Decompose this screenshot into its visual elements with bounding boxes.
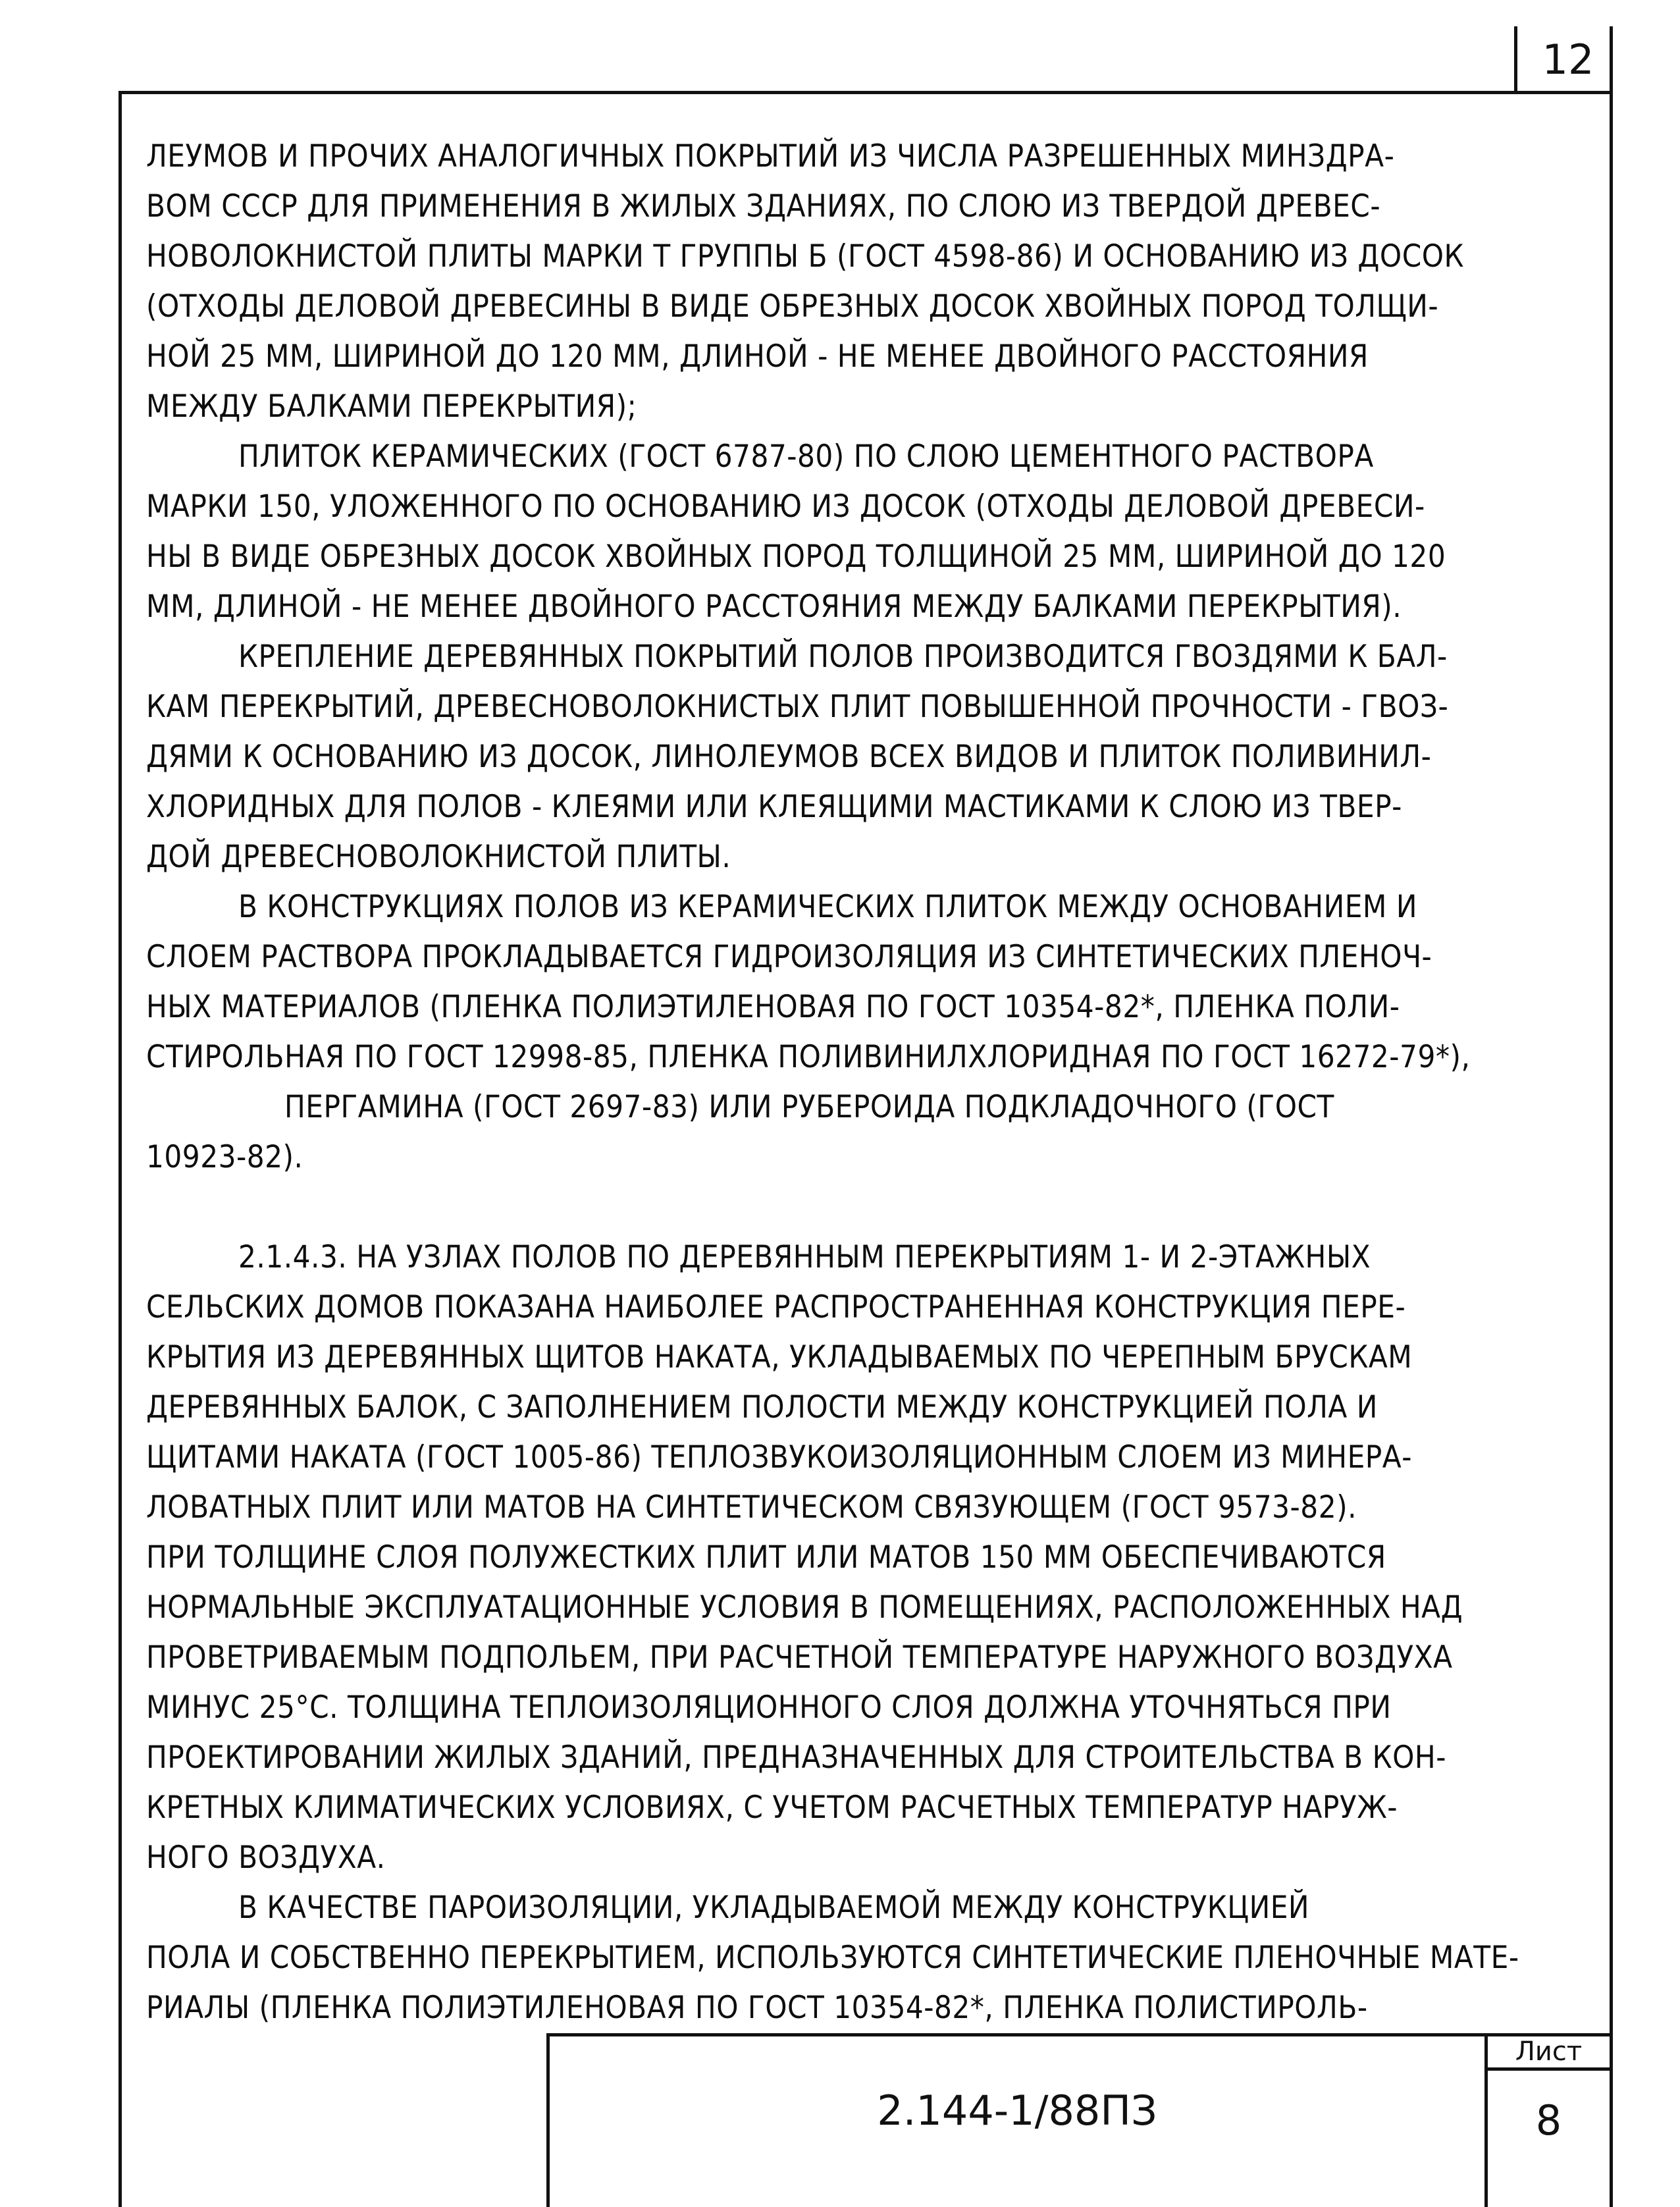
text-line: НОВОЛОКНИСТОЙ ПЛИТЫ МАРКИ Т ГРУППЫ Б (ГОСТ 4598-86) И ОСНОВАНИЮ ИЗ ДОСОК [146,238,1465,275]
text-line: ДЕРЕВЯННЫХ БАЛОК, С ЗАПОЛНЕНИЕМ ПОЛОСТИ МЕЖДУ КОНСТРУКЦИЕЙ ПОЛА И [146,1389,1378,1425]
text-line: ЛЕУМОВ И ПРОЧИХ АНАЛОГИЧНЫХ ПОКРЫТИЙ ИЗ ЧИСЛА РАЗРЕШЕННЫХ МИНЗДРА- [146,138,1395,174]
text-line: СТИРОЛЬНАЯ ПО ГОСТ 12998-85, ПЛЕНКА ПОЛИВИНИЛХЛОРИДНАЯ ПО ГОСТ 16272-79*), [146,1039,1471,1075]
text-line: КРЕПЛЕНИЕ ДЕРЕВЯННЫХ ПОКРЫТИЙ ПОЛОВ ПРОИЗВОДИТСЯ ГВОЗДЯМИ К БАЛ- [238,639,1448,675]
text-line: НЫ В ВИДЕ ОБРЕЗНЫХ ДОСОК ХВОЙНЫХ ПОРОД ТОЛЩИНОЙ 25 ММ, ШИРИНОЙ ДО 120 [146,539,1446,575]
text-line: ВОМ СССР ДЛЯ ПРИМЕНЕНИЯ В ЖИЛЫХ ЗДАНИЯХ, ПО СЛОЮ ИЗ ТВЕРДОЙ ДРЕВЕС- [146,188,1381,225]
text-line: ПРИ ТОЛЩИНЕ СЛОЯ ПОЛУЖЕСТКИХ ПЛИТ ИЛИ МАТОВ 150 ММ ОБЕСПЕЧИВАЮТСЯ [146,1539,1386,1576]
text-line: ММ, ДЛИНОЙ - НЕ МЕНЕЕ ДВОЙНОГО РАССТОЯНИЯ МЕЖДУ БАЛКАМИ ПЕРЕКРЫТИЯ). [146,589,1402,625]
text-line: ХЛОРИДНЫХ ДЛЯ ПОЛОВ - КЛЕЯМИ ИЛИ КЛЕЯЩИМИ МАСТИКАМИ К СЛОЮ ИЗ ТВЕР- [146,789,1402,825]
text-line: ДЯМИ К ОСНОВАНИЮ ИЗ ДОСОК, ЛИНОЛЕУМОВ ВСЕХ ВИДОВ И ПЛИТОК ПОЛИВИНИЛ- [146,739,1432,775]
text-line: 2.1.4.3. НА УЗЛАХ ПОЛОВ ПО ДЕРЕВЯННЫМ ПЕРЕКРЫТИЯМ 1- И 2-ЭТАЖНЫХ [238,1239,1371,1275]
body-text [146,132,1542,2033]
text-line: ПРОВЕТРИВАЕМЫМ ПОДПОЛЬЕМ, ПРИ РАСЧЕТНОЙ ТЕМПЕРАТУРЕ НАРУЖНОГО ВОЗДУХА [146,1639,1453,1676]
document-code: 2.144-1/88ПЗ [877,2086,1157,2135]
sheet-cell-divider [1484,2067,1610,2071]
text-line: НОРМАЛЬНЫЕ ЭКСПЛУАТАЦИОННЫЕ УСЛОВИЯ В ПОМЕЩЕНИЯХ, РАСПОЛОЖЕННЫХ НАД [146,1589,1463,1626]
text-line: В КАЧЕСТВЕ ПАРОИЗОЛЯЦИИ, УКЛАДЫВАЕМОЙ МЕЖДУ КОНСТРУКЦИЕЙ [238,1890,1310,1926]
text-line: МИНУС 25°С. ТОЛЩИНА ТЕПЛОИЗОЛЯЦИОННОГО СЛОЯ ДОЛЖНА УТОЧНЯТЬСЯ ПРИ [146,1689,1392,1726]
text-line: ПЕРГАМИНА (ГОСТ 2697-83) ИЛИ РУБЕРОИДА ПОДКЛАДОЧНОГО (ГОСТ [284,1089,1334,1125]
text-line: МЕЖДУ БАЛКАМИ ПЕРЕКРЫТИЯ); [146,388,637,425]
text-line: СЕЛЬСКИХ ДОМОВ ПОКАЗАНА НАИБОЛЕЕ РАСПРОСТРАНЕННАЯ КОНСТРУКЦИЯ ПЕРЕ- [146,1289,1406,1325]
text-line: ПЛИТОК КЕРАМИЧЕСКИХ (ГОСТ 6787-80) ПО СЛОЮ ЦЕМЕНТНОГО РАСТВОРА [238,439,1374,475]
text-line: ЛОВАТНЫХ ПЛИТ ИЛИ МАТОВ НА СИНТЕТИЧЕСКОМ СВЯЗУЮЩЕМ (ГОСТ 9573-82). [146,1489,1357,1526]
paragraph-gap [146,1183,1542,1233]
text-line: НОГО ВОЗДУХА. [146,1840,386,1876]
page-number: 12 [1542,35,1594,84]
text-line: ПРОЕКТИРОВАНИИ ЖИЛЫХ ЗДАНИЙ, ПРЕДНАЗНАЧЕННЫХ ДЛЯ СТРОИТЕЛЬСТВА В КОН- [146,1740,1446,1776]
text-line: ДОЙ ДРЕВЕСНОВОЛОКНИСТОЙ ПЛИТЫ. [146,839,731,875]
text-line: КРЕТНЫХ КЛИМАТИЧЕСКИХ УСЛОВИЯХ, С УЧЕТОМ РАСЧЕТНЫХ ТЕМПЕРАТУР НАРУЖ- [146,1790,1398,1826]
text-line: 10923-82). [146,1139,303,1175]
text-line: ЩИТАМИ НАКАТА (ГОСТ 1005-86) ТЕПЛОЗВУКОИЗОЛЯЦИОННЫМ СЛОЕМ ИЗ МИНЕРА- [146,1439,1412,1476]
text-line: НОЙ 25 ММ, ШИРИНОЙ ДО 120 ММ, ДЛИНОЙ - НЕ МЕНЕЕ ДВОЙНОГО РАССТОЯНИЯ [146,338,1369,375]
text-line: В КОНСТРУКЦИЯХ ПОЛОВ ИЗ КЕРАМИЧЕСКИХ ПЛИТОК МЕЖДУ ОСНОВАНИЕМ И [238,889,1417,925]
text-line: ПОЛА И СОБСТВЕННО ПЕРЕКРЫТИЕМ, ИСПОЛЬЗУЮТСЯ СИНТЕТИЧЕСКИЕ ПЛЕНОЧНЫЕ МАТЕ- [146,1940,1519,1976]
text-line: КРЫТИЯ ИЗ ДЕРЕВЯННЫХ ЩИТОВ НАКАТА, УКЛАДЫВАЕМЫХ ПО ЧЕРЕПНЫМ БРУСКАМ [146,1339,1413,1375]
text-line: СЛОЕМ РАСТВОРА ПРОКЛАДЫВАЕТСЯ ГИДРОИЗОЛЯЦИЯ ИЗ СИНТЕТИЧЕСКИХ ПЛЕНОЧ- [146,939,1432,975]
text-line: НЫХ МАТЕРИАЛОВ (ПЛЕНКА ПОЛИЭТИЛЕНОВАЯ ПО ГОСТ 10354-82*, ПЛЕНКА ПОЛИ- [146,989,1400,1025]
text-line: МАРКИ 150, УЛОЖЕННОГО ПО ОСНОВАНИЮ ИЗ ДОСОК (ОТХОДЫ ДЕЛОВОЙ ДРЕВЕСИ- [146,489,1425,525]
sheet-number: 8 [1535,2096,1562,2144]
sheet-label: Лист [1515,2036,1583,2067]
text-line: (ОТХОДЫ ДЕЛОВОЙ ДРЕВЕСИНЫ В ВИДЕ ОБРЕЗНЫХ ДОСОК ХВОЙНЫХ ПОРОД ТОЛЩИ- [146,288,1439,325]
text-line: КАМ ПЕРЕКРЫТИЙ, ДРЕВЕСНОВОЛОКНИСТЫХ ПЛИТ ПОВЫШЕННОЙ ПРОЧНОСТИ - ГВОЗ- [146,689,1449,725]
text-line: РИАЛЫ (ПЛЕНКА ПОЛИЭТИЛЕНОВАЯ ПО ГОСТ 10354-82*, ПЛЕНКА ПОЛИСТИРОЛЬ- [146,1990,1368,2026]
